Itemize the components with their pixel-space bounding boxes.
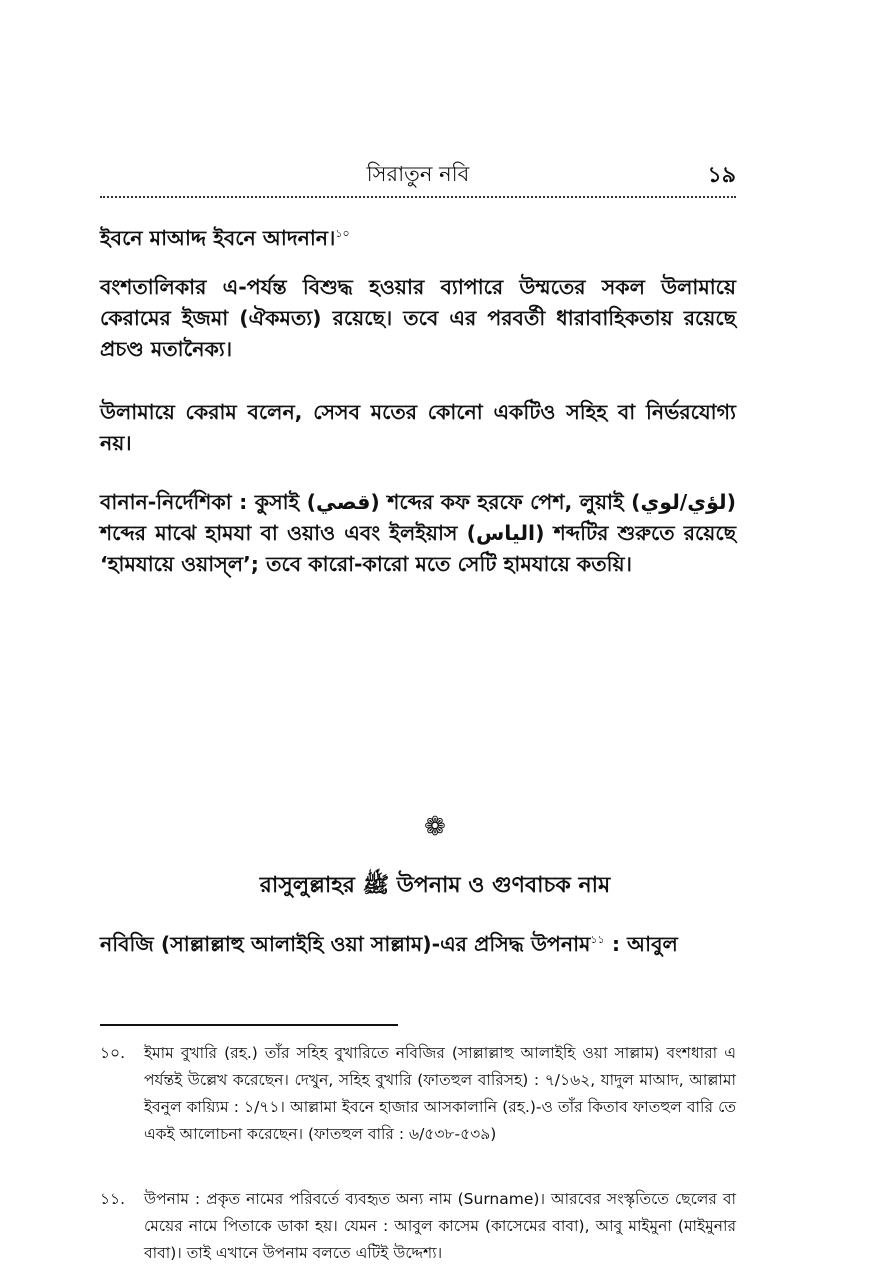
paragraph-text: : কুসাই (قصي) শব্দের কফ হরফে পেশ, লুয়াই (لؤي/لوي) শব্দের মাঝে হামযা বা ওয়াও এবং ইলইয়াস (الياس) শব্দটির শুরুতে রয়েছে ‘হামযায়ে ওয়াস্‌ল’; তবে কারো-কারো মতে সেটি হামযায়ে কতয়ি।: [100, 490, 736, 576]
page-number: ১৯: [707, 163, 736, 188]
paragraph-text: ইবনে মাআদ্দ ইবনে আদনান।: [100, 225, 336, 250]
footnote-text: ইমাম বুখারি (রহ.) তাঁর সহিহ বুখারিতে নবিজির (সাল্লাল্লাহু আলাইহি ওয়া সাল্লাম) বংশধারা এ পর্যন্তই উল্লেখ করেছেন। দেখুন, সহিহ বুখারি (ফাতহুল বারিসহ) : ৭/১৬২, যাদুল মাআদ, আল্লামা ইবনুল কায়্যিম : ১/৭১। আল্লামা ইবনে হাজার আসকালানি (রহ.)-ও তাঁর কিতাব ফাতহুল বারি তে একই আলোচনা করেছেন। (ফাতহুল বারি : ৬/৫৩৮-৫৩৯): [144, 1044, 736, 1143]
paragraph-spelling-guide: [100, 487, 736, 580]
paragraph-scholars: উলামায়ে কেরাম বলেন, সেসব মতের কোনো একটিও সহিহ বা নির্ভরযোগ্য নয়।: [100, 400, 736, 455]
paragraph-text: নবিজি (সাল্লাল্লাহু আলাইহি ওয়া সাল্লাম)-এর প্রসিদ্ধ উপনাম: [100, 931, 591, 956]
footnote-ref-10[interactable]: ১০: [335, 227, 350, 240]
footnote-separator: [100, 1024, 398, 1026]
flower-ornament-icon: ❁: [424, 812, 446, 842]
footnote-ref-11[interactable]: ১১: [590, 933, 605, 946]
footnote-10: [100, 1040, 736, 1148]
header-dotted-rule: [100, 196, 736, 198]
spelling-guide-term: বানান-নির্দেশিকা: [100, 490, 232, 514]
paragraph-nickname: [100, 924, 736, 960]
footnote-number: ১০.: [100, 1044, 126, 1062]
paragraph-consensus: বংশতালিকার এ-পর্যন্ত বিশুদ্ধ হওয়ার ব্যাপারে উম্মতের সকল উলামায়ে কেরামের ইজমা (ঐকমত্য) রয়েছে। তবে এর পরবর্তী ধারাবাহিকতায় রয়েছে প্রচণ্ড মতানৈক্য।: [100, 275, 736, 361]
running-header: [100, 158, 736, 192]
footnote-number: ১১.: [100, 1190, 126, 1208]
section-heading: রাসুলুল্লাহর ﷺ উপনাম ও গুণবাচক নাম: [259, 873, 611, 898]
paragraph-text-tail: : আবুল: [604, 931, 678, 956]
paragraph-lineage-end: [100, 218, 736, 254]
footnote-text: উপনাম : প্রকৃত নামের পরিবর্তে ব্যবহৃত অন্য নাম (Surname)। আরবের সংস্কৃতিতে ছেলের বা মেয়ের নামে পিতাকে ডাকা হয়। যেমন : আবুল কাসেম (কাসেমের বাবা), আবু মাইমুনা (মাইমুনার বাবা)। তাই এখানে উপনাম বলতে এটিই উদ্দেশ্য।: [144, 1190, 736, 1262]
footnote-11: [100, 1186, 736, 1267]
book-title: সিরাতুন নবি: [366, 162, 470, 186]
